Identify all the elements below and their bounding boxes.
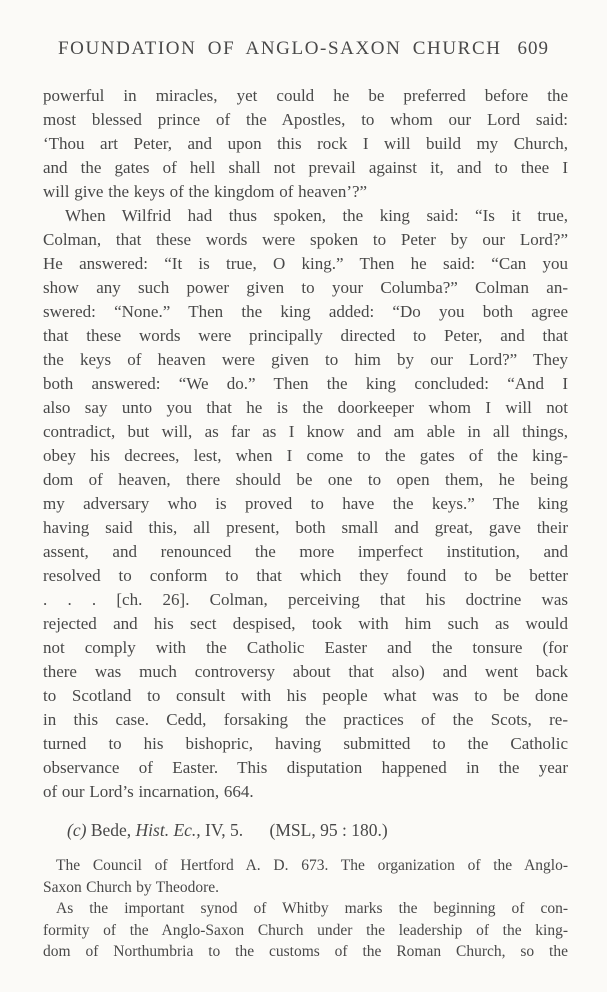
text-line: As the important synod of Whitby marks the beginning of con- (56, 900, 568, 917)
text-line: to Scotland to consult with his people what was to be done (43, 686, 568, 705)
note-1 (43, 855, 568, 898)
text-line: most blessed prince of the Apostles, to whom our Lord said: (43, 110, 568, 129)
paragraph-2 (43, 204, 568, 804)
paragraph-1 (43, 84, 568, 204)
text-line: . . . [ch. 26]. Colman, perceiving that his doctrine was (43, 590, 568, 609)
text-line: Saxon Church by Theodore. (43, 878, 219, 896)
text-line: He answered: “It is true, O king.” Then he said: “Can you (43, 254, 568, 273)
text-line: powerful in miracles, yet could he be preferred before the (43, 86, 568, 105)
running-title: FOUNDATION OF ANGLO-SAXON CHURCH (57, 38, 502, 59)
text-line: rejected and his sect despised, took with him such as would (43, 614, 568, 633)
text-line: The Council of Hertford A. D. 673. The organization of the Anglo- (56, 857, 568, 874)
text-line: dom of Northumbria to the customs of the Roman Church, so the (43, 943, 568, 960)
text-line: my adversary who is proved to have the keys.” The king (43, 494, 568, 513)
text-line: the keys of heaven were given to him by our Lord?” They (43, 350, 568, 369)
note-2 (43, 898, 568, 963)
text-line: will give the keys of the kingdom of heaven’?” (43, 182, 368, 201)
text-line: When Wilfrid had thus spoken, the king said: “Is it true, (65, 206, 568, 225)
text-line: and the gates of hell shall not prevail against it, and to thee I (43, 158, 568, 177)
citation-label: (c) (67, 820, 87, 840)
text-line: of our Lord’s incarnation, 664. (43, 782, 254, 801)
text-line: in this case. Cedd, forsaking the practices of the Scots, re- (43, 710, 568, 729)
text-line: both answered: “We do.” Then the king concluded: “And I (43, 374, 568, 393)
text-line: observance of Easter. This disputation happened in the year (43, 758, 568, 777)
text-line: Colman, that these words were spoken to Peter by our Lord?” (43, 230, 568, 249)
text-line: ‘Thou art Peter, and upon this rock I will build my Church, (43, 134, 568, 153)
text-line: swered: “None.” Then the king added: “Do you both agree (43, 302, 568, 321)
text-line: turned to his bishopric, having submitted to the Catholic (43, 734, 568, 753)
citation-work: Hist. Ec., (135, 820, 201, 840)
notes-block (43, 855, 568, 963)
text-line: show any such power given to your Columba?” Colman an- (43, 278, 568, 297)
text-line: there was much controversy about that also) and went back (43, 662, 568, 681)
citation-author: Bede, (90, 820, 132, 840)
text-line: having said this, all present, both small and great, gave their (43, 518, 568, 537)
citation-reference: IV, 5. (205, 820, 244, 840)
text-line: resolved to conform to that which they found to be better (43, 566, 568, 585)
text-line: not comply with the Catholic Easter and the tonsure (for (43, 638, 568, 657)
citation-source: (MSL, 95 : 180.) (269, 820, 388, 840)
text-line: formity of the Anglo-Saxon Church under the leadership of the king- (43, 921, 568, 939)
text-line: obey his decrees, lest, when I come to the gates of the king- (43, 446, 568, 465)
text-line: also say unto you that he is the doorkeeper whom I will not (43, 398, 568, 417)
page-header (0, 38, 607, 60)
text-line: assent, and renounced the more imperfect institution, and (43, 542, 568, 561)
page-number: 609 (517, 38, 550, 59)
text-column (43, 84, 568, 963)
text-line: contradict, but will, as far as I know and am able in all things, (43, 422, 568, 441)
citation-line (43, 818, 568, 842)
text-line: that these words were principally directed to Peter, and that (43, 326, 568, 345)
text-line: dom of heaven, there should be one to open them, he being (43, 470, 568, 489)
